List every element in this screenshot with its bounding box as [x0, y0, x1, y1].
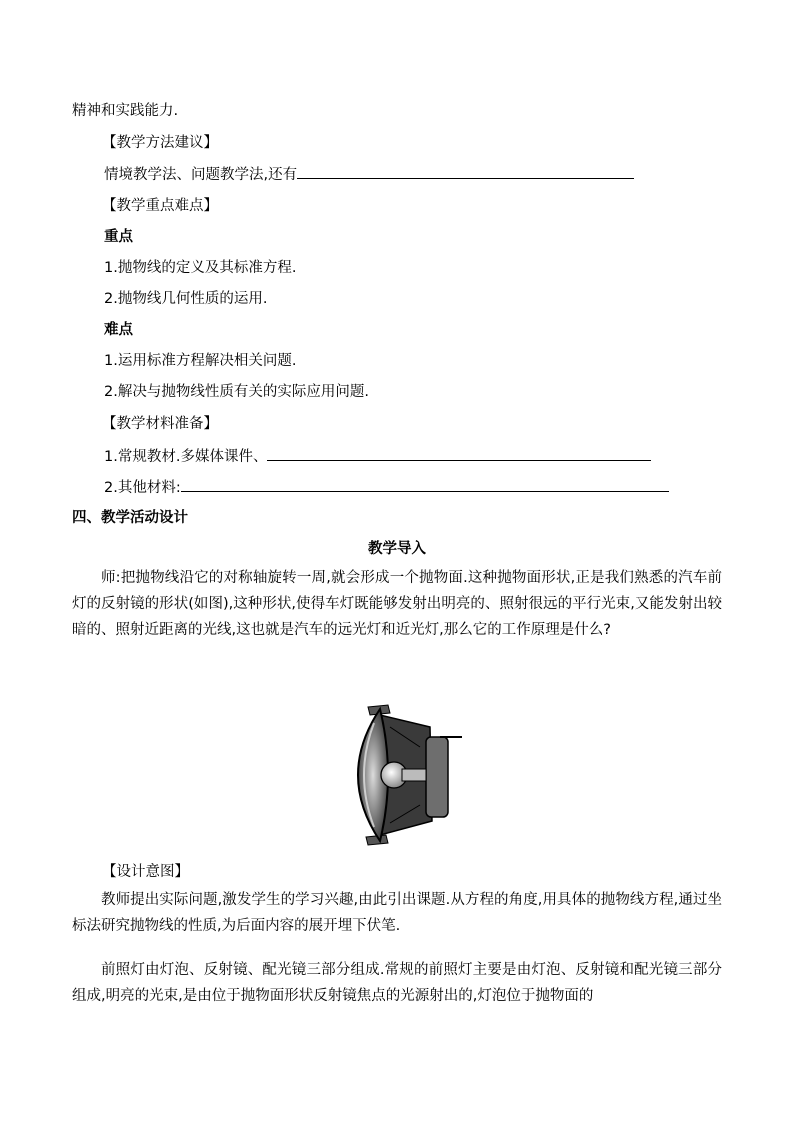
materials-text-2: 2.其他材料:	[104, 480, 181, 496]
headlight-illustration	[340, 697, 470, 847]
methods-text: 情境教学法、问题教学法,还有	[104, 167, 298, 183]
list-item: 2.解决与抛物线性质有关的实际应用问题.	[104, 384, 369, 400]
section-heading-materials: 【教学材料准备】	[102, 416, 218, 432]
subheading-key: 重点	[104, 229, 133, 245]
paragraph: 教师提出实际问题,激发学生的学习兴趣,由此引出课题.从方程的角度,用具体的抛物线方程,通过坐标法研究抛物线的性质,为后面内容的展开埋下伏笔.	[72, 892, 722, 934]
section-heading-key-points: 【教学重点难点】	[102, 198, 218, 214]
fill-blank	[297, 164, 634, 179]
paragraph: 师:把抛物线沿它的对称轴旋转一周,就会形成一个抛物面.这种抛物面形状,正是我们熟悉的汽车前灯的反射镜的形状(如图),这种形状,使得车灯既能够发射出明亮的、照射很远的平行光束,又能发射出较暗的、照射近距离的光线,这也就是汽车的远光灯和近光灯,那么它的工作原理是什么?	[72, 570, 722, 638]
list-item: 1.抛物线的定义及其标准方程.	[104, 260, 297, 276]
list-item: 2.抛物线几何性质的运用.	[104, 291, 268, 307]
fill-blank	[181, 477, 669, 492]
materials-line-1	[104, 446, 651, 467]
design-intent-heading: 【设计意图】	[102, 864, 189, 880]
section-heading-methods: 【教学方法建议】	[102, 135, 218, 151]
text-line: 精神和实践能力.	[72, 103, 179, 119]
subheading-difficult: 难点	[104, 322, 133, 338]
section-title: 四、教学活动设计	[72, 510, 188, 526]
list-item: 1.运用标准方程解决相关问题.	[104, 353, 297, 369]
materials-text-1: 1.常规教材.多媒体课件、	[104, 449, 268, 465]
fill-blank	[267, 446, 651, 461]
paragraph: 前照灯由灯泡、反射镜、配光镜三部分组成.常规的前照灯主要是由灯泡、反射镜和配光镜三部分组成,明亮的光束,是由位于抛物面形状反射镜焦点的光源射出的,灯泡位于抛物面的	[72, 962, 722, 1004]
subsection-title: 教学导入	[368, 541, 426, 557]
materials-line-2	[104, 477, 669, 498]
methods-line	[104, 164, 634, 185]
